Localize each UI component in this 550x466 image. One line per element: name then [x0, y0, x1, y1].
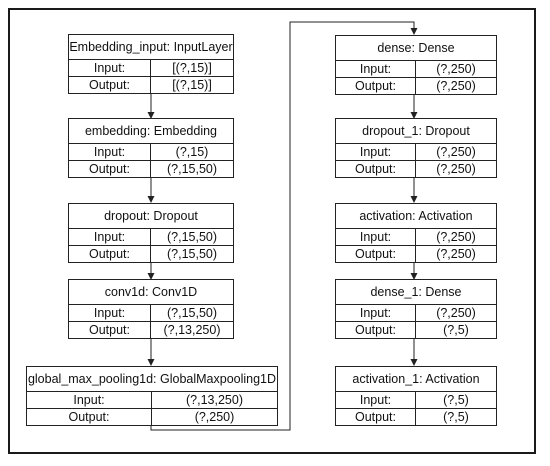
output-shape: (?,250) [436, 246, 476, 261]
input-shape: (?,13,250) [186, 392, 243, 407]
output-shape: (?,250) [194, 409, 235, 424]
output-shape: (?,5) [443, 322, 469, 337]
layer-activation [335, 203, 497, 263]
input-shape: [(?,15)] [172, 60, 212, 75]
layer-activation-1 [335, 366, 497, 426]
layer-dense [335, 35, 497, 95]
input-shape: (?,15) [175, 144, 209, 159]
input-shape: (?,250) [436, 144, 476, 159]
input-label: Input: [69, 144, 151, 160]
layer-dropout-1 [335, 118, 497, 178]
input-shape: (?,15,50) [166, 305, 218, 320]
input-label: Input: [336, 144, 416, 160]
output-shape: (?,15,50) [166, 161, 218, 176]
input-label: Input: [336, 229, 416, 245]
input-label: Input: [69, 60, 151, 76]
output-shape: (?,15,50) [166, 246, 218, 261]
input-shape: (?,250) [436, 61, 476, 76]
output-label: Output: [27, 409, 152, 425]
input-shape: (?,5) [443, 392, 469, 407]
layer-title: dense: Dense [336, 36, 496, 61]
input-shape: (?,15,50) [166, 229, 218, 244]
output-shape: [(?,15)] [172, 77, 212, 92]
input-label: Input: [27, 392, 152, 408]
layer-dense-1 [335, 279, 497, 339]
output-label: Output: [69, 161, 151, 177]
layer-title: activation: Activation [336, 204, 496, 229]
layer-title: dropout_1: Dropout [336, 119, 496, 144]
output-label: Output: [69, 77, 151, 93]
layer-global-max-pooling1d [26, 366, 278, 426]
layer-title: dropout: Dropout [69, 204, 233, 229]
input-label: Input: [336, 305, 416, 321]
layer-embedding-input [68, 34, 234, 94]
output-shape: (?,250) [436, 161, 476, 176]
input-label: Input: [69, 229, 151, 245]
layer-title: dense_1: Dense [336, 280, 496, 305]
output-label: Output: [336, 246, 416, 262]
layer-title: activation_1: Activation [336, 367, 496, 392]
output-label: Output: [69, 246, 151, 262]
layer-title: embedding: Embedding [69, 119, 233, 144]
output-label: Output: [336, 78, 416, 94]
layer-conv1d [68, 279, 234, 339]
output-label: Output: [336, 322, 416, 338]
layer-embedding [68, 118, 234, 178]
output-label: Output: [336, 409, 416, 425]
layer-title: Embedding_input: InputLayer [69, 35, 233, 60]
input-label: Input: [69, 305, 151, 321]
layer-dropout [68, 203, 234, 263]
input-shape: (?,250) [436, 229, 476, 244]
output-label: Output: [336, 161, 416, 177]
layer-title: global_max_pooling1d: GlobalMaxpooling1D [27, 367, 277, 392]
output-label: Output: [69, 322, 151, 338]
layer-title: conv1d: Conv1D [69, 280, 233, 305]
output-shape: (?,5) [443, 409, 469, 424]
output-shape: (?,250) [436, 78, 476, 93]
input-label: Input: [336, 61, 416, 77]
input-label: Input: [336, 392, 416, 408]
input-shape: (?,250) [436, 305, 476, 320]
output-shape: (?,13,250) [163, 322, 221, 337]
